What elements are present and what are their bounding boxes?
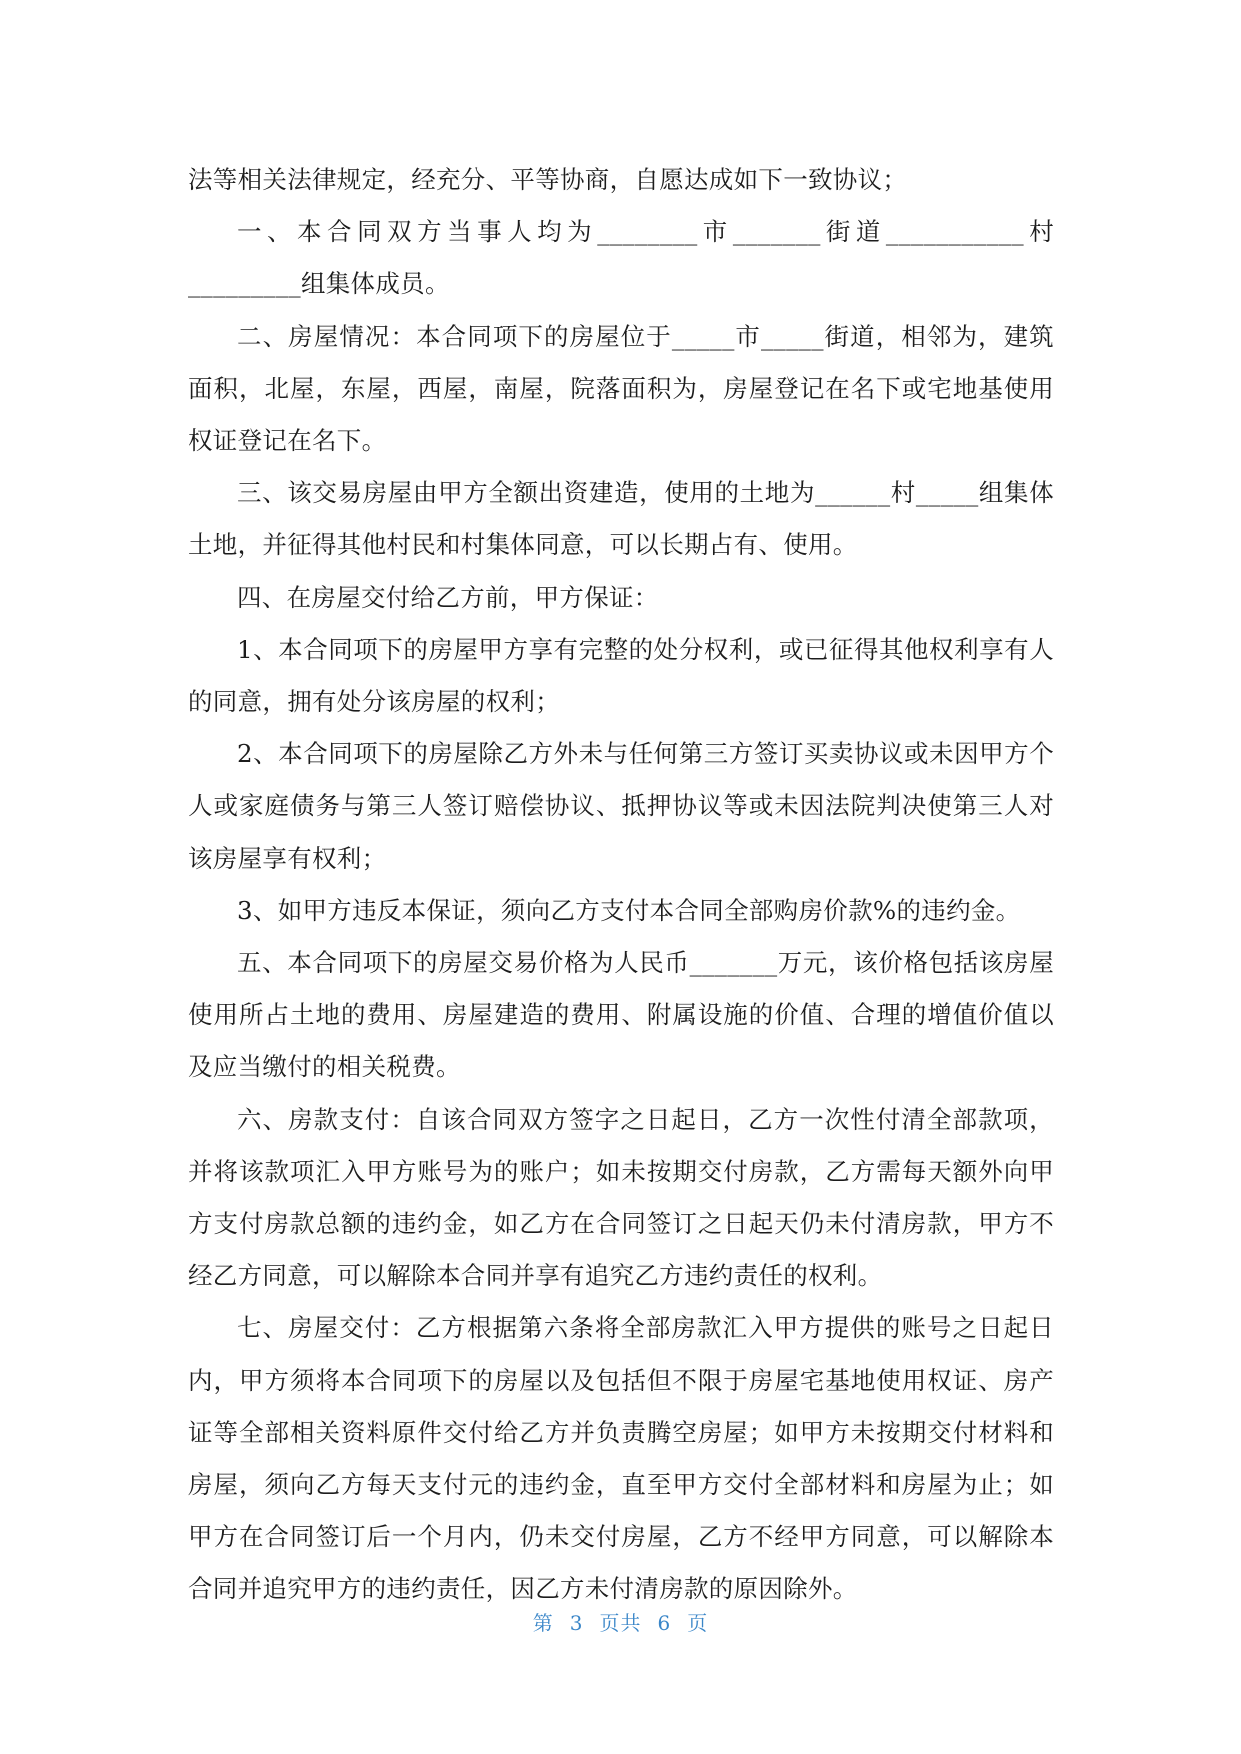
paragraph-3: 三、该交易房屋由甲方全额出资建造，使用的土地为______村_____组集体土地，并征得其他村民和村集体同意，可以长期占有、使用。 [188, 478, 1054, 560]
page-number-footer [0, 1607, 1241, 1636]
footer-prefix: 第 [532, 1611, 554, 1635]
footer-suffix: 页 [687, 1611, 709, 1635]
paragraph-8: 五、本合同项下的房屋交易价格为人民币_______万元，该价格包括该房屋使用所占土地的费用、房屋建造的费用、附属设施的价值、合理的增值价值以及应当缴付的相关税费。 [188, 948, 1054, 1082]
paragraph-10: 七、房屋交付：乙方根据第六条将全部房款汇入甲方提供的账号之日起日内，甲方须将本合同项下的房屋以及包括但不限于房屋宅基地使用权证、房产证等全部相关资料原件交付给乙方并负责腾空房屋；如甲方未按期交付材料和房屋，须向乙方每天支付元的违约金，直至甲方交付全部材料和房屋为止；如甲方在合同签订后一个月内，仍未交付房屋，乙方不经甲方同意，可以解除本合同并追究甲方的违约责任，因乙方未付清房款的原因除外。 [188, 1313, 1054, 1604]
paragraph-5: 1、本合同项下的房屋甲方享有完整的处分权利，或已征得其他权利享有人的同意，拥有处分该房屋的权利； [188, 634, 1054, 717]
paragraph-4: 四、在房屋交付给乙方前，甲方保证： [237, 582, 659, 612]
paragraph-6: 2、本合同项下的房屋除乙方外未与任何第三方签订买卖协议或未因甲方个人或家庭债务与第三人签订赔偿协议、抵押协议等或未因法院判决使第三人对该房屋享有权利； [188, 739, 1054, 873]
paragraph-2: 二、房屋情况：本合同项下的房屋位于_____市_____街道，相邻为，建筑面积，北屋，东屋，西屋，南屋，院落面积为，房屋登记在名下或宅地基使用权证登记在名下。 [188, 321, 1054, 456]
paragraph-1: 一、本合同双方当事人均为________市_______街道___________村_________组集体成员。 [188, 217, 1054, 299]
footer-middle: 页共 [599, 1611, 642, 1635]
document-body [188, 154, 1054, 1616]
paragraph-0: 法等相关法律规定，经充分、平等协商，自愿达成如下一致协议； [188, 165, 908, 194]
footer-total-pages: 6 [657, 1611, 672, 1635]
paragraph-7: 3、如甲方违反本保证，须向乙方支付本合同全部购房价款%的违约金。 [237, 895, 1021, 925]
footer-current-page: 3 [569, 1611, 584, 1635]
paragraph-9: 六、房款支付：自该合同双方签字之日起日，乙方一次性付清全部款项，并将该款项汇入甲方账号为的账户；如未按期交付房款，乙方需每天额外向甲方支付房款总额的违约金，如乙方在合同签订之日起天仍未付清房款，甲方不经乙方同意，可以解除本合同并享有追究乙方违约责任的权利。 [188, 1104, 1054, 1291]
